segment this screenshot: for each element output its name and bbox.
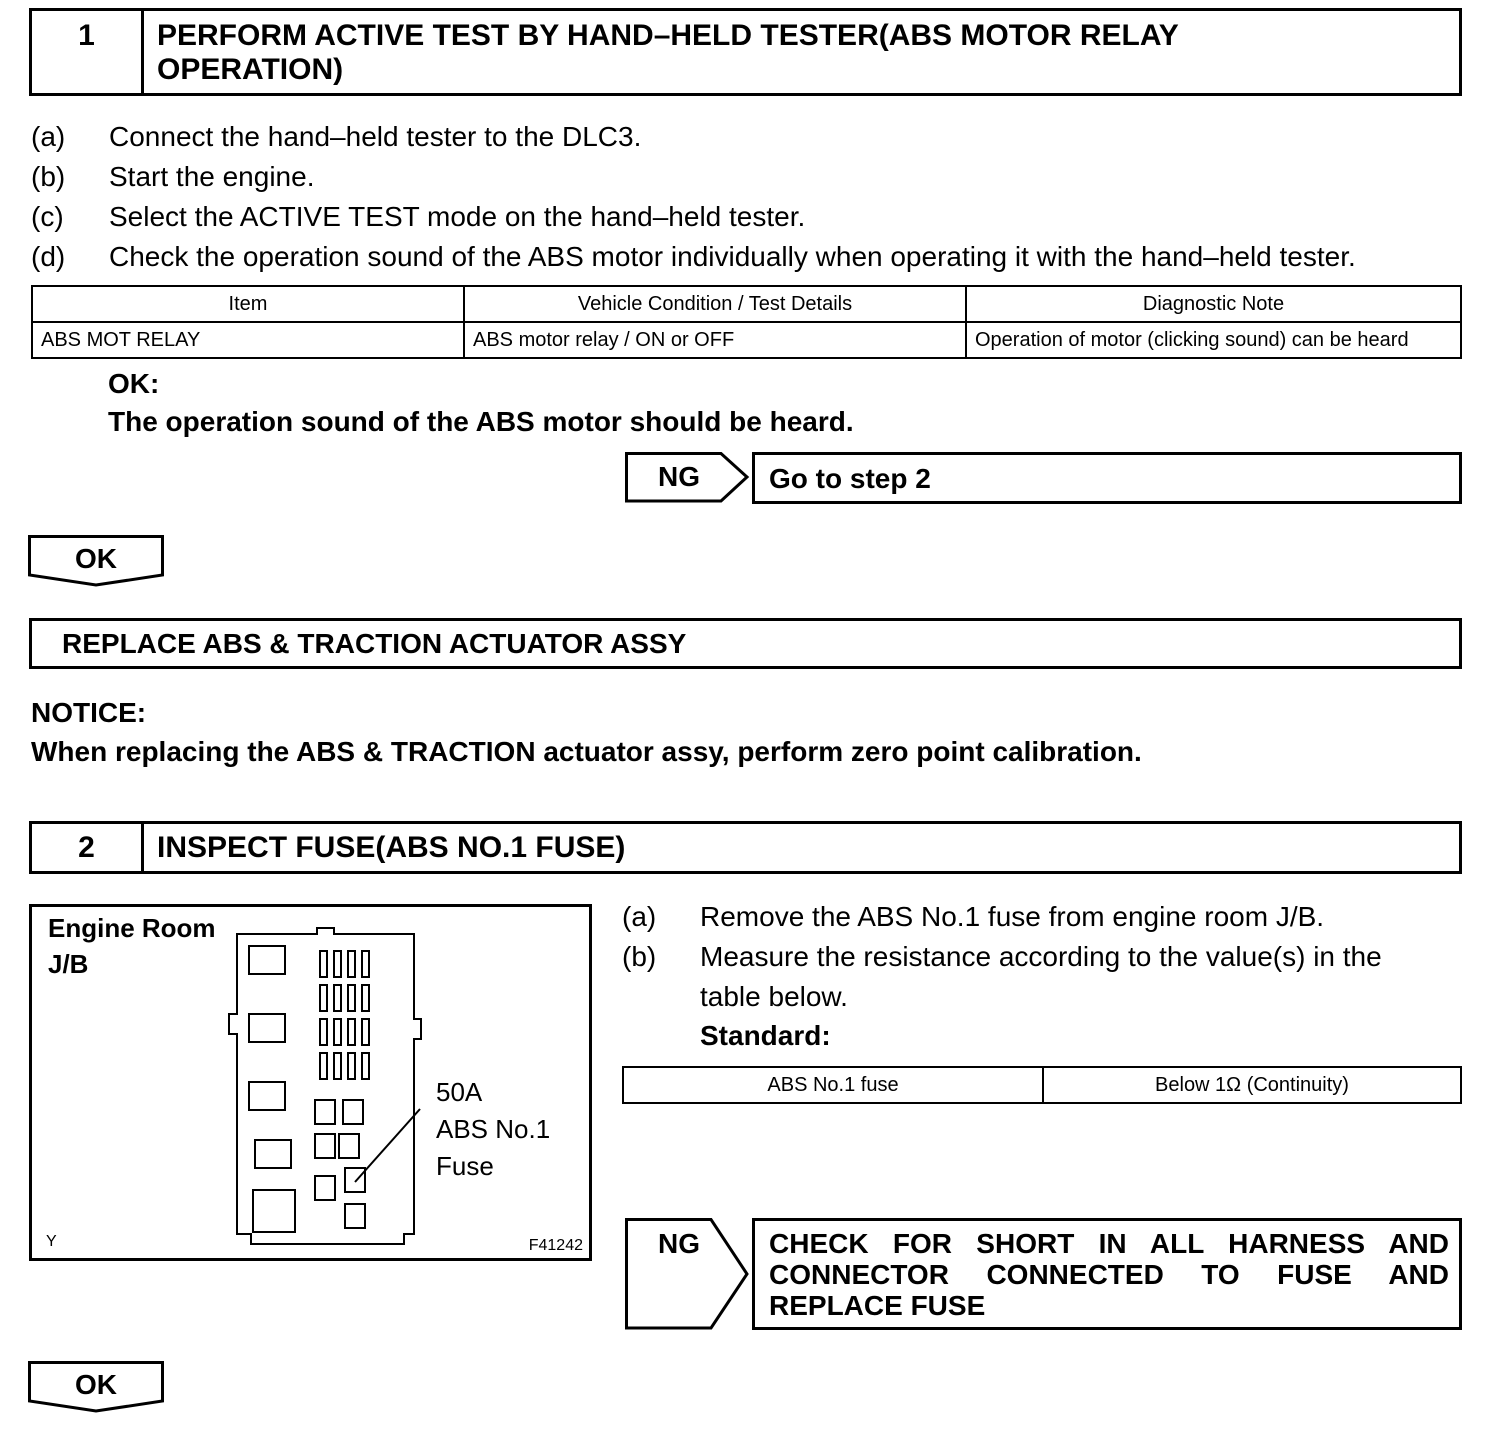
table-cell: ABS MOT RELAY (32, 322, 464, 358)
ng-result-line: REPLACE FUSE (769, 1290, 986, 1321)
table-header-cell: Vehicle Condition / Test Details (464, 286, 966, 322)
item-label: (b) (31, 161, 66, 192)
table-cell: ABS motor relay / ON or OFF (464, 322, 966, 358)
step2-number: 2 (32, 824, 144, 871)
standard-heading: Standard: (700, 1020, 831, 1051)
figure-id: F41242 (528, 1237, 583, 1254)
fuse-callout-line1: 50A (436, 1077, 483, 1107)
ok-button-label: OK (75, 543, 117, 574)
step1-ok-heading: OK: (108, 368, 160, 399)
table-cell: Below 1Ω (Continuity) (1043, 1067, 1461, 1103)
fuse-diagram (29, 904, 592, 1261)
replace-box (29, 618, 1462, 669)
step1-ng-result (752, 452, 1462, 504)
step2-ok-button[interactable] (28, 1361, 164, 1413)
item-text: Start the engine. (109, 161, 315, 192)
step1-ok-button[interactable] (28, 535, 164, 587)
step2-ng-label: NG (658, 1228, 700, 1259)
diagram-corner-label: Y (46, 1233, 57, 1250)
table-header-cell: Diagnostic Note (966, 286, 1461, 322)
step2-ng-result (752, 1218, 1462, 1330)
fuse-callout-line2: ABS No.1 (436, 1114, 551, 1144)
item-text: table below. (700, 981, 848, 1012)
step2-title: INSPECT FUSE(ABS NO.1 FUSE) (157, 831, 626, 864)
step1-ok-text: The operation sound of the ABS motor should be heard. (108, 406, 854, 437)
fuse-standard-table (622, 1066, 1462, 1104)
table-cell: ABS No.1 fuse (623, 1067, 1043, 1103)
item-label: (a) (622, 901, 657, 932)
junction-block-drawing (29, 904, 592, 1261)
table-row (623, 1067, 1461, 1103)
item-text: Connect the hand–held tester to the DLC3. (109, 121, 642, 152)
table-row (32, 322, 1461, 358)
step1-number: 1 (32, 11, 144, 93)
notice-text: When replacing the ABS & TRACTION actuator assy, perform zero point calibration. (31, 736, 1142, 767)
item-text: Check the operation sound of the ABS motor individually when operating it with the hand–held tester. (109, 241, 1356, 272)
ng-result-line: CONNECTOR CONNECTED TO FUSE AND (769, 1259, 1449, 1290)
step1-header (29, 8, 1462, 96)
notice-heading: NOTICE: (31, 697, 147, 728)
diagram-label-line2: J/B (48, 949, 89, 979)
item-label: (d) (31, 241, 66, 272)
table-header-row (32, 286, 1461, 322)
item-text: Select the ACTIVE TEST mode on the hand–held tester. (109, 201, 806, 232)
replace-title: REPLACE ABS & TRACTION ACTUATOR ASSY (62, 628, 687, 659)
step1-title: PERFORM ACTIVE TEST BY HAND–HELD TESTER(ABS MOTOR RELAY OPERATION) (157, 19, 1179, 86)
table-cell: Operation of motor (clicking sound) can be heard (966, 322, 1461, 358)
item-text: Remove the ABS No.1 fuse from engine room J/B. (700, 901, 1325, 932)
ng-result-line: CHECK FOR SHORT IN ALL HARNESS AND (769, 1228, 1449, 1259)
step1-ng-result-text: Go to step 2 (769, 463, 931, 494)
step2-header (29, 821, 1462, 874)
step1-ng-label: NG (658, 461, 700, 492)
item-label: (a) (31, 121, 66, 152)
diagram-label-line1: Engine Room (48, 913, 216, 943)
table-header-cell: Item (32, 286, 464, 322)
item-label: (b) (622, 941, 657, 972)
item-text: Measure the resistance according to the value(s) in the (700, 941, 1382, 972)
active-test-table (31, 285, 1462, 359)
ok-button-label: OK (75, 1369, 117, 1400)
item-label: (c) (31, 201, 64, 232)
fuse-callout-line3: Fuse (436, 1151, 494, 1181)
